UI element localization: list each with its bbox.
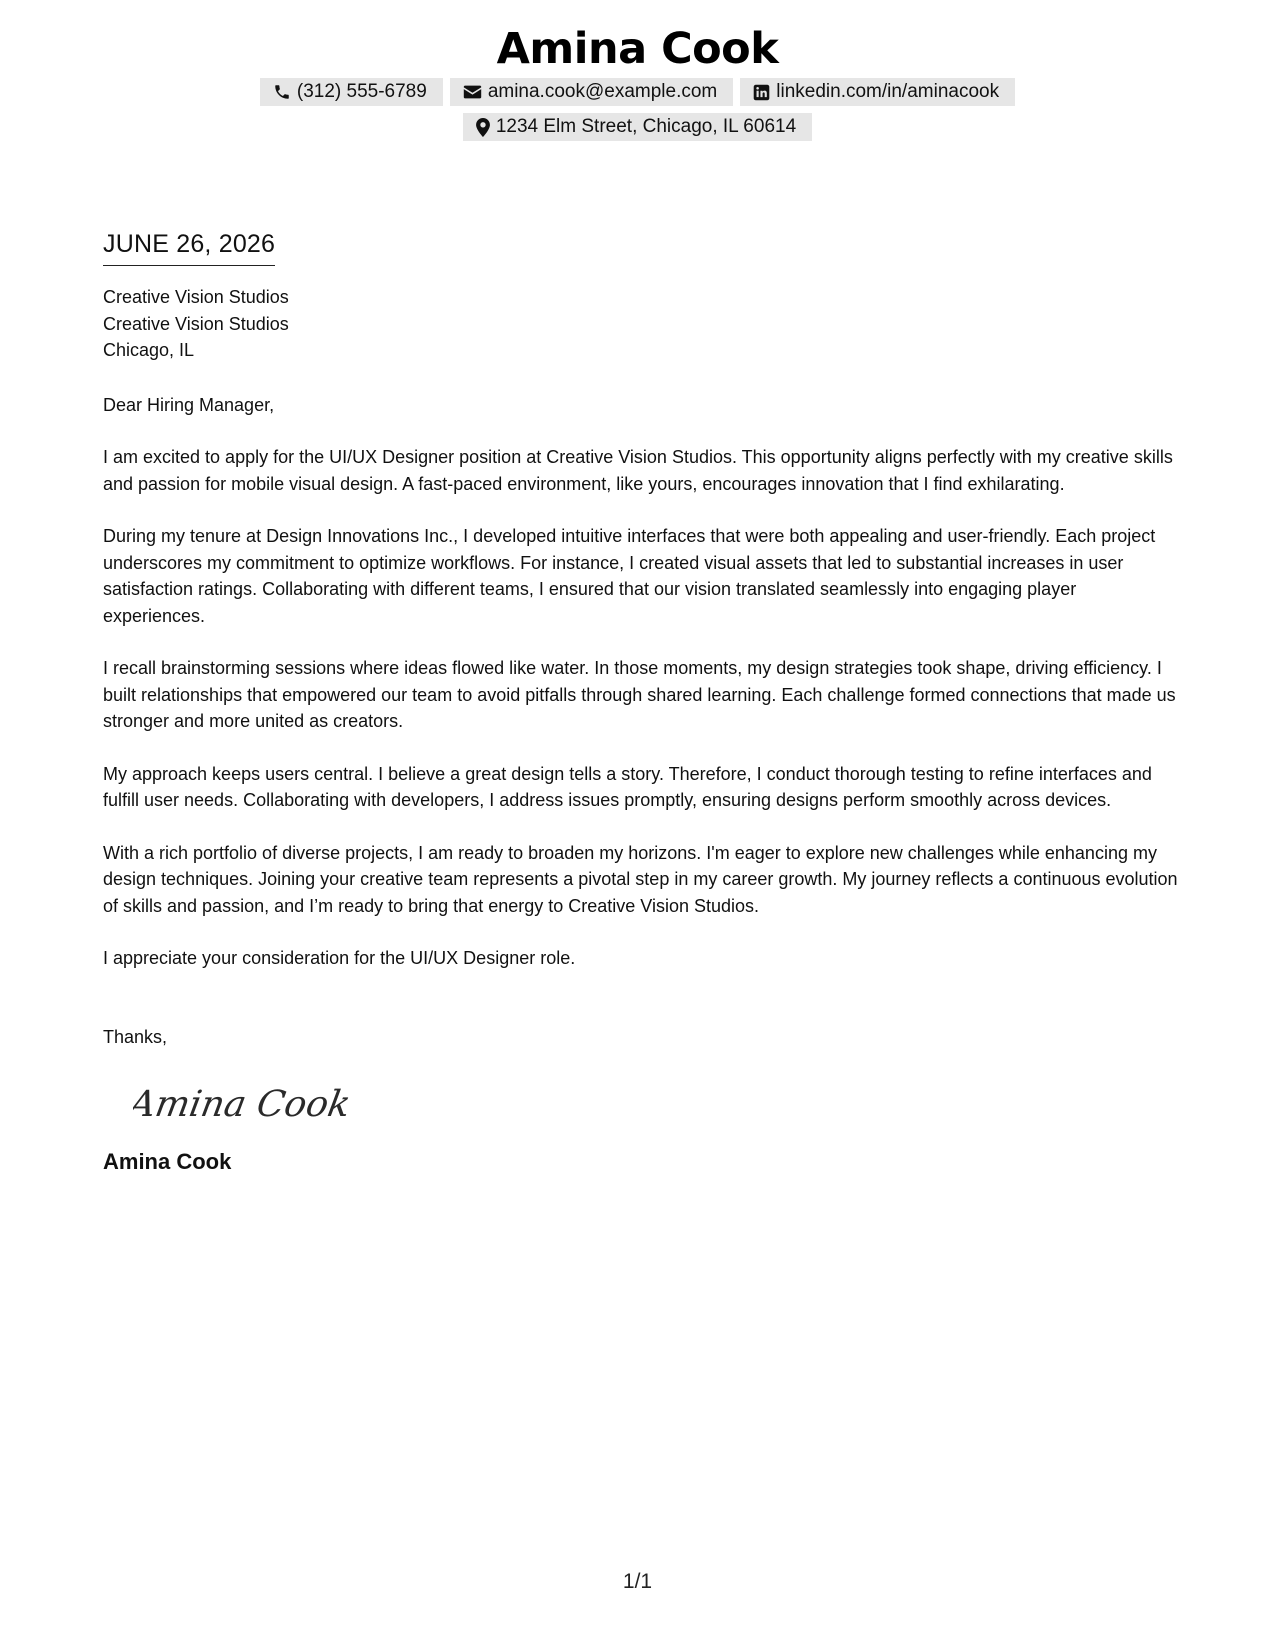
linkedin-chip [740, 78, 1015, 106]
letter-body [103, 228, 1183, 1177]
salutation: Dear Hiring Manager, [103, 394, 275, 415]
closing: Thanks, [103, 1026, 168, 1047]
letter-date: JUNE 26, 2026 [103, 228, 275, 266]
handwritten-signature [133, 1074, 393, 1134]
linkedin-icon [753, 84, 770, 101]
body-paragraph: During my tenure at Design Innovations Inc., I developed intuitive interfaces that were both appealing and user-friendly. Each project underscores my commitment to optimize workflows. For instance, I created visual assets that led to substantial increases in user satisfaction ratings. Collaborating with different teams, I ensured that our vision translated seamlessly into engaging player experiences. [103, 526, 1156, 626]
email-chip [450, 78, 733, 106]
recipient-line: Chicago, IL [103, 340, 195, 360]
phone-chip [260, 78, 443, 106]
address-chip [463, 113, 812, 141]
contact-row-secondary [0, 113, 1275, 141]
body-paragraph: I am excited to apply for the UI/UX Designer position at Creative Vision Studios. This opportunity aligns perfectly with my creative skills and passion for mobile visual design. A fast-paced environment, like yours, encourages innovation that I find exhilarating. [103, 447, 1173, 494]
map-pin-icon [476, 118, 490, 137]
recipient-line: Creative Vision Studios [103, 287, 289, 307]
phone-icon [273, 83, 291, 101]
envelope-icon [463, 84, 482, 100]
recipient-line: Creative Vision Studios [103, 313, 289, 334]
page-number: 1/1 [622, 1570, 653, 1593]
signer-name: Amina Cook [103, 1149, 232, 1174]
email-text: amina.cook@example.com [487, 81, 718, 102]
address-text: 1234 Elm Street, Chicago, IL 60614 [495, 116, 797, 137]
body-paragraph: I appreciate your consideration for the UI/UX Designer role. [103, 948, 576, 968]
body-paragraph: With a rich portfolio of diverse projects, I am ready to broaden my horizons. I'm eager to explore new challenges while enhancing my design techniques. Joining your creative team represents a pivotal step in my career growth. My journey reflects a continuous evolution of skills and passion, and I’m ready to bring that energy to Creative Vision Studios. [103, 842, 1178, 916]
applicant-name: Amina Cook [496, 24, 779, 74]
contact-row-primary [0, 78, 1275, 106]
phone-text: (312) 555-6789 [296, 81, 427, 102]
recipient-block [103, 284, 1183, 364]
letter-header [0, 22, 1275, 141]
signature-text: Amina Cook [133, 1082, 354, 1125]
body-paragraph: My approach keeps users central. I believe a great design tells a story. Therefore, I conduct thorough testing to refine interfaces and fulfill user needs. Collaborating with developers, I address issues promptly, ensuring designs perform smoothly across devices. [103, 763, 1152, 810]
body-paragraph: I recall brainstorming sessions where ideas flowed like water. In those moments, my design strategies took shape, driving efficiency. I built relationships that empowered our team to avoid pitfalls through shared learning. Each challenge formed connections that made us stronger and more united as creators. [103, 658, 1176, 731]
linkedin-text: linkedin.com/in/aminacook [776, 81, 1000, 102]
